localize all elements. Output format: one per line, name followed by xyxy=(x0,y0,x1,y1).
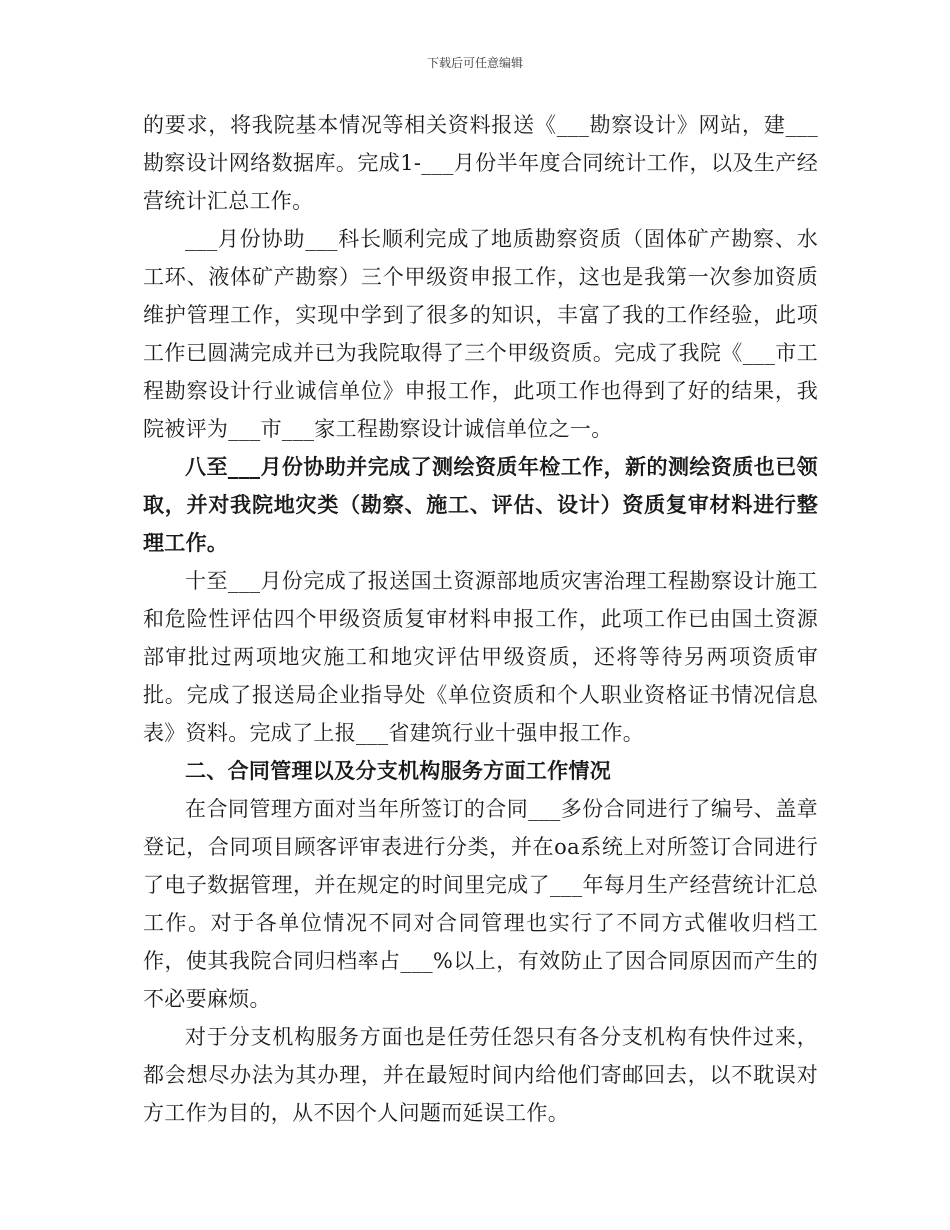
page-header: 下载后可任意编辑 xyxy=(426,56,523,70)
paragraph-6: 在合同管理方面对当年所签订的合同___多份合同进行了编号、盖章登记，合同项目顾客评审表进行分类，并在oa系统上对所签订合同进行了电子数据管理，并在规定的时间里完成了___年每月生产经营统计汇总工作。对于各单位情况不同对合同管理也实行了不同方式催收归档工作，使其我院合同归档率占___%以上，有效防止了因合同原因而产生的不必要麻烦。 xyxy=(143,797,818,1011)
section-heading-contracts: 二、合同管理以及分支机构服务方面工作情况 xyxy=(185,758,611,783)
paragraph-1: 的要求，将我院基本情况等相关资料报送《___勘察设计》网站，建___勘察设计网络数据库。完成1-___月份半年度合同统计工作，以及生产经营统计汇总工作。 xyxy=(143,113,818,213)
paragraph-4: 十至___月份完成了报送国土资源部地质灾害治理工程勘察设计施工和危险性评估四个甲级资质复审材料申报工作，此项工作已由国土资源部审批过两项地灾施工和地灾评估甲级资质，还将等待另两项资质审批。完成了报送局企业指导处《单位资质和个人职业资格证书情况信息表》资料。完成了上报___省建筑行业十强申报工作。 xyxy=(143,569,818,745)
document-body xyxy=(143,106,818,1132)
paragraph-3-bold: 八至___月份协助并完成了测绘资质年检工作，新的测绘资质也已领取，并对我院地灾类（勘察、施工、评估、设计）资质复审材料进行整理工作。 xyxy=(143,454,818,555)
paragraph-7: 对于分支机构服务方面也是任劳任怨只有各分支机构有快件过来，都会想尽办法为其办理，并在最短时间内给他们寄邮回去，以不耽误对方工作为目的，从不因个人问题而延误工作。 xyxy=(143,1025,818,1125)
paragraph-2: ___月份协助___科长顺利完成了地质勘察资质（固体矿产勘察、水工环、液体矿产勘察）三个甲级资申报工作，这也是我第一次参加资质维护管理工作，实现中学到了很多的知识，丰富了我的工作经验，此项工作已圆满完成并已为我院取得了三个甲级资质。完成了我院《___市工程勘察设计行业诚信单位》申报工作，此项工作也得到了好的结果，我院被评为___市___家工程勘察设计诚信单位之一。 xyxy=(143,227,818,441)
